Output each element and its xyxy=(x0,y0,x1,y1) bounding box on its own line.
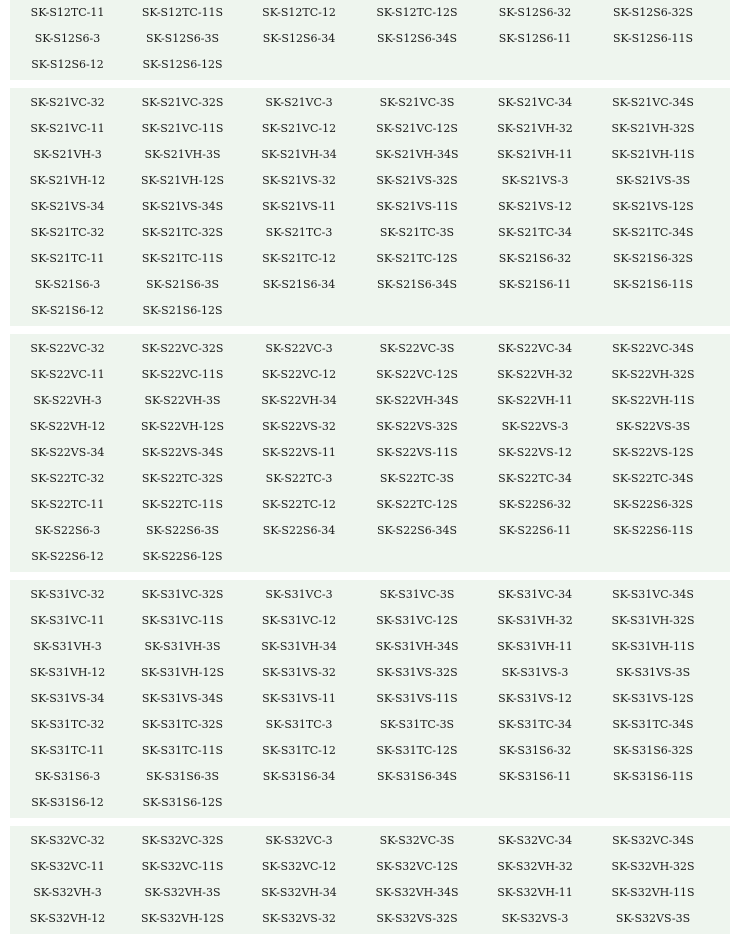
product-link[interactable]: SK-S22VH-11 xyxy=(497,394,573,407)
product-link[interactable]: SK-S22TC-11S xyxy=(141,498,224,511)
product-link[interactable]: SK-S31VS-3 xyxy=(501,666,569,679)
product-link[interactable]: SK-S32VC-3S xyxy=(379,834,455,847)
product-link[interactable]: SK-S31VH-11 xyxy=(497,640,573,653)
product-link[interactable]: SK-S21VS-12S xyxy=(612,200,694,213)
product-link[interactable]: SK-S31VS-34 xyxy=(30,692,105,705)
product-link[interactable]: SK-S22TC-32 xyxy=(30,472,105,485)
product-link[interactable]: SK-S21VS-12 xyxy=(498,200,572,213)
product-link[interactable]: SK-S31TC-12 xyxy=(262,744,336,757)
product-grid xyxy=(10,90,730,324)
product-groups xyxy=(10,0,730,942)
product-link[interactable]: SK-S22VC-34 xyxy=(497,342,573,355)
product-link[interactable]: SK-S32VH-12 xyxy=(29,912,106,925)
product-link[interactable]: SK-S21VH-34 xyxy=(261,148,337,161)
product-link[interactable]: SK-S21S6-3 xyxy=(34,278,101,291)
product-link[interactable]: SK-S21VS-32S xyxy=(376,174,458,187)
product-link[interactable]: SK-S32VH-11 xyxy=(497,886,573,899)
product-link[interactable]: SK-S21VH-34S xyxy=(375,148,459,161)
product-link[interactable]: SK-S22VH-32S xyxy=(611,368,695,381)
product-link[interactable]: SK-S21VC-12S xyxy=(376,122,458,135)
product-link[interactable]: SK-S32VC-11S xyxy=(141,860,224,873)
product-link[interactable]: SK-S32VH-3S xyxy=(144,886,221,899)
product-link[interactable]: SK-S31VC-3 xyxy=(265,588,333,601)
product-link[interactable]: SK-S31VH-11S xyxy=(611,640,695,653)
product-link[interactable]: SK-S21VC-11S xyxy=(141,122,224,135)
product-link[interactable]: SK-S12S6-32S xyxy=(613,6,693,19)
product-link[interactable]: SK-S31VH-12 xyxy=(29,666,106,679)
product-link[interactable]: SK-S31VC-12 xyxy=(261,614,337,627)
product-link[interactable]: SK-S31TC-12S xyxy=(376,744,458,757)
product-grid xyxy=(10,828,730,932)
product-link[interactable]: SK-S31VS-11 xyxy=(262,692,336,705)
product-link[interactable]: SK-S32VS-32 xyxy=(262,912,336,925)
product-link[interactable]: SK-S21TC-11S xyxy=(141,252,224,265)
product-link[interactable]: SK-S22VH-11S xyxy=(611,394,695,407)
product-link[interactable]: SK-S12S6-3S xyxy=(146,32,219,45)
product-link[interactable]: SK-S31TC-34S xyxy=(612,718,694,731)
product-link[interactable]: SK-S32VS-32S xyxy=(376,912,458,925)
product-link[interactable]: SK-S21TC-3 xyxy=(265,226,333,239)
product-link[interactable]: SK-S22S6-34 xyxy=(262,524,336,537)
product-link[interactable]: SK-S22TC-11 xyxy=(30,498,105,511)
product-link[interactable]: SK-S21VH-3 xyxy=(33,148,102,161)
product-link[interactable]: SK-S32VC-34S xyxy=(612,834,694,847)
product-link[interactable]: SK-S21S6-34S xyxy=(377,278,457,291)
product-link[interactable]: SK-S21VS-32 xyxy=(262,174,336,187)
product-link[interactable]: SK-S21TC-3S xyxy=(379,226,455,239)
product-link[interactable]: SK-S21VC-12 xyxy=(261,122,337,135)
product-link[interactable]: SK-S31VC-32S xyxy=(141,588,224,601)
product-link[interactable]: SK-S22VS-34S xyxy=(141,446,224,459)
product-link[interactable]: SK-S21TC-11 xyxy=(30,252,105,265)
product-link[interactable]: SK-S22VC-3 xyxy=(265,342,333,355)
product-link[interactable]: SK-S22VC-32 xyxy=(30,342,105,355)
product-link[interactable]: SK-S12TC-12S xyxy=(376,6,458,19)
product-link[interactable]: SK-S31VS-32 xyxy=(262,666,336,679)
product-link[interactable]: SK-S31VS-11S xyxy=(376,692,458,705)
product-link[interactable]: SK-S21S6-32S xyxy=(613,252,693,265)
product-link[interactable]: SK-S12S6-34S xyxy=(377,32,457,45)
product-link[interactable]: SK-S31VS-32S xyxy=(376,666,458,679)
product-link[interactable]: SK-S21VH-11S xyxy=(611,148,695,161)
product-link[interactable]: SK-S31VS-34S xyxy=(141,692,224,705)
product-link[interactable]: SK-S22TC-34 xyxy=(498,472,572,485)
product-link[interactable]: SK-S32VC-3 xyxy=(265,834,333,847)
product-link[interactable]: SK-S31TC-32 xyxy=(30,718,105,731)
product-link[interactable]: SK-S32VC-32S xyxy=(141,834,224,847)
product-link[interactable]: SK-S21VS-34 xyxy=(30,200,105,213)
product-link[interactable]: SK-S12S6-12 xyxy=(31,58,104,71)
product-link[interactable]: SK-S21VH-3S xyxy=(144,148,221,161)
product-link[interactable]: SK-S32VH-32 xyxy=(497,860,573,873)
product-group-s31 xyxy=(10,580,730,818)
product-link[interactable]: SK-S22S6-34S xyxy=(377,524,457,537)
product-link[interactable]: SK-S21S6-11 xyxy=(498,278,572,291)
product-link[interactable]: SK-S22VH-3 xyxy=(33,394,102,407)
product-link[interactable]: SK-S32VC-12S xyxy=(376,860,458,873)
product-link[interactable]: SK-S21VH-11 xyxy=(497,148,573,161)
product-link[interactable]: SK-S12TC-11 xyxy=(30,6,105,19)
product-link[interactable]: SK-S21S6-12 xyxy=(31,304,104,317)
product-link[interactable]: SK-S22VS-32 xyxy=(262,420,336,433)
product-link[interactable]: SK-S31S6-32 xyxy=(498,744,572,757)
product-grid xyxy=(10,0,730,78)
product-link[interactable]: SK-S21VS-3S xyxy=(615,174,691,187)
product-link[interactable]: SK-S32VC-34 xyxy=(497,834,573,847)
product-link[interactable]: SK-S22VC-11S xyxy=(141,368,224,381)
product-grid xyxy=(10,582,730,816)
product-link[interactable]: SK-S32VC-11 xyxy=(30,860,105,873)
product-link[interactable]: SK-S22VC-34S xyxy=(612,342,694,355)
product-link[interactable]: SK-S22VC-12S xyxy=(376,368,458,381)
product-link[interactable]: SK-S12TC-11S xyxy=(141,6,224,19)
product-link[interactable]: SK-S22VH-12 xyxy=(29,420,106,433)
product-link[interactable]: SK-S31S6-3 xyxy=(34,770,101,783)
product-link[interactable]: SK-S31S6-11S xyxy=(613,770,693,783)
product-link[interactable]: SK-S21VC-3S xyxy=(379,96,455,109)
product-group-s22 xyxy=(10,334,730,572)
product-link[interactable]: SK-S21VC-3 xyxy=(265,96,333,109)
product-link[interactable]: SK-S22VH-3S xyxy=(144,394,221,407)
product-link[interactable]: SK-S22VS-12 xyxy=(498,446,572,459)
product-link[interactable]: SK-S31VH-32S xyxy=(611,614,695,627)
product-grid xyxy=(10,336,730,570)
product-link[interactable]: SK-S22VS-34 xyxy=(30,446,105,459)
product-link[interactable]: SK-S31S6-12S xyxy=(142,796,223,809)
product-link[interactable]: SK-S32VH-34 xyxy=(261,886,337,899)
product-link[interactable]: SK-S31S6-3S xyxy=(146,770,219,783)
product-link[interactable]: SK-S21VC-32S xyxy=(141,96,224,109)
product-link[interactable]: SK-S22VH-12S xyxy=(141,420,224,433)
product-link[interactable]: SK-S22VS-3 xyxy=(501,420,569,433)
product-link[interactable]: SK-S32VH-12S xyxy=(141,912,224,925)
product-link[interactable]: SK-S32VS-3 xyxy=(501,912,569,925)
product-link[interactable]: SK-S21S6-11S xyxy=(613,278,693,291)
product-link[interactable]: SK-S12TC-12 xyxy=(262,6,336,19)
product-link[interactable]: SK-S22VC-11 xyxy=(30,368,105,381)
product-link[interactable]: SK-S12S6-34 xyxy=(262,32,336,45)
product-link[interactable]: SK-S31VH-34 xyxy=(261,640,337,653)
product-link[interactable]: SK-S12S6-32 xyxy=(498,6,572,19)
product-link[interactable]: SK-S22S6-3 xyxy=(34,524,101,537)
product-link[interactable]: SK-S21VS-34S xyxy=(141,200,224,213)
product-link[interactable]: SK-S32VH-3 xyxy=(33,886,102,899)
product-link[interactable]: SK-S22S6-32 xyxy=(498,498,572,511)
product-link[interactable]: SK-S21VH-12 xyxy=(29,174,106,187)
product-link[interactable]: SK-S32VC-12 xyxy=(261,860,337,873)
product-link[interactable]: SK-S22S6-32S xyxy=(613,498,693,511)
product-link[interactable]: SK-S22TC-3S xyxy=(379,472,455,485)
product-link[interactable]: SK-S31S6-11 xyxy=(498,770,572,783)
product-link[interactable]: SK-S22TC-34S xyxy=(612,472,694,485)
product-link[interactable]: SK-S12S6-3 xyxy=(34,32,101,45)
product-link[interactable]: SK-S21TC-12S xyxy=(376,252,458,265)
product-link[interactable]: SK-S22VC-3S xyxy=(379,342,455,355)
product-link[interactable]: SK-S31VS-12S xyxy=(612,692,694,705)
product-group-s32 xyxy=(10,826,730,934)
product-link[interactable]: SK-S31VH-3S xyxy=(144,640,221,653)
product-link[interactable]: SK-S22VH-34 xyxy=(261,394,337,407)
product-link[interactable]: SK-S21TC-12 xyxy=(262,252,336,265)
product-link[interactable]: SK-S21TC-32 xyxy=(30,226,105,239)
product-link[interactable]: SK-S22VS-11S xyxy=(376,446,458,459)
product-link[interactable]: SK-S21VS-11 xyxy=(262,200,336,213)
product-link[interactable]: SK-S22TC-12S xyxy=(376,498,458,511)
product-link[interactable]: SK-S22VS-3S xyxy=(615,420,691,433)
product-link[interactable]: SK-S21VH-12S xyxy=(141,174,224,187)
product-link[interactable]: SK-S31VC-34S xyxy=(612,588,694,601)
product-link[interactable]: SK-S32VH-32S xyxy=(611,860,695,873)
product-link[interactable]: SK-S32VH-11S xyxy=(611,886,695,899)
product-link[interactable]: SK-S21VC-34 xyxy=(497,96,573,109)
product-link[interactable]: SK-S31VC-12S xyxy=(376,614,458,627)
product-link[interactable]: SK-S31VC-32 xyxy=(30,588,105,601)
product-link[interactable]: SK-S31VH-32 xyxy=(497,614,573,627)
product-link[interactable]: SK-S31TC-11S xyxy=(141,744,224,757)
product-link[interactable]: SK-S21VH-32S xyxy=(611,122,695,135)
product-link[interactable]: SK-S21VC-34S xyxy=(612,96,694,109)
product-link[interactable]: SK-S22VH-32 xyxy=(497,368,573,381)
product-link[interactable]: SK-S31S6-12 xyxy=(31,796,104,809)
product-link[interactable]: SK-S31S6-34 xyxy=(262,770,336,783)
product-link[interactable]: SK-S31VC-11S xyxy=(141,614,224,627)
product-group-s21 xyxy=(10,88,730,326)
product-link[interactable]: SK-S22TC-12 xyxy=(262,498,336,511)
product-link[interactable]: SK-S21VS-3 xyxy=(501,174,569,187)
product-link[interactable]: SK-S31TC-32S xyxy=(141,718,224,731)
product-link[interactable]: SK-S21VS-11S xyxy=(376,200,458,213)
product-link[interactable]: SK-S22VC-12 xyxy=(261,368,337,381)
product-link[interactable]: SK-S31TC-11 xyxy=(30,744,105,757)
product-link[interactable]: SK-S21TC-34S xyxy=(612,226,694,239)
product-link[interactable]: SK-S12S6-12S xyxy=(142,58,223,71)
product-link[interactable]: SK-S22TC-3 xyxy=(265,472,333,485)
product-link[interactable]: SK-S22S6-12 xyxy=(31,550,104,563)
product-link[interactable]: SK-S31VC-34 xyxy=(497,588,573,601)
product-link[interactable]: SK-S22VC-32S xyxy=(141,342,224,355)
product-group-s12 xyxy=(10,0,730,80)
product-link[interactable]: SK-S31TC-3S xyxy=(379,718,455,731)
product-link[interactable]: SK-S22S6-12S xyxy=(142,550,223,563)
product-link[interactable]: SK-S32VH-34S xyxy=(375,886,459,899)
product-link[interactable]: SK-S31TC-34 xyxy=(498,718,572,731)
product-link[interactable]: SK-S31TC-3 xyxy=(265,718,333,731)
product-link[interactable]: SK-S32VS-3S xyxy=(615,912,691,925)
product-link[interactable]: SK-S22TC-32S xyxy=(141,472,224,485)
product-link[interactable]: SK-S21VC-32 xyxy=(30,96,105,109)
product-link[interactable]: SK-S22S6-11 xyxy=(498,524,572,537)
product-link[interactable]: SK-S21S6-32 xyxy=(498,252,572,265)
product-link[interactable]: SK-S12S6-11 xyxy=(498,32,572,45)
product-link[interactable]: SK-S31VS-12 xyxy=(498,692,572,705)
product-link[interactable]: SK-S31VC-3S xyxy=(379,588,455,601)
product-link[interactable]: SK-S21S6-3S xyxy=(146,278,219,291)
product-link[interactable]: SK-S22VH-34S xyxy=(375,394,459,407)
product-link[interactable]: SK-S22VS-32S xyxy=(376,420,458,433)
product-link[interactable]: SK-S21TC-32S xyxy=(141,226,224,239)
product-link[interactable]: SK-S21VH-32 xyxy=(497,122,573,135)
product-link[interactable]: SK-S22VS-11 xyxy=(262,446,336,459)
product-link[interactable]: SK-S31VH-34S xyxy=(375,640,459,653)
product-link[interactable]: SK-S31VC-11 xyxy=(30,614,105,627)
product-link[interactable]: SK-S21S6-34 xyxy=(262,278,336,291)
product-link[interactable]: SK-S31S6-34S xyxy=(377,770,457,783)
product-link[interactable]: SK-S21S6-12S xyxy=(142,304,223,317)
product-link[interactable]: SK-S21VC-11 xyxy=(30,122,105,135)
product-link[interactable]: SK-S22VS-12S xyxy=(612,446,694,459)
product-link[interactable]: SK-S31VH-3 xyxy=(33,640,102,653)
product-link[interactable]: SK-S21TC-34 xyxy=(498,226,572,239)
product-link[interactable]: SK-S12S6-11S xyxy=(613,32,693,45)
product-link[interactable]: SK-S31S6-32S xyxy=(613,744,693,757)
product-link[interactable]: SK-S31VH-12S xyxy=(141,666,224,679)
product-link[interactable]: SK-S22S6-11S xyxy=(613,524,693,537)
product-link[interactable]: SK-S32VC-32 xyxy=(30,834,105,847)
product-link[interactable]: SK-S31VS-3S xyxy=(615,666,691,679)
product-link[interactable]: SK-S22S6-3S xyxy=(146,524,219,537)
